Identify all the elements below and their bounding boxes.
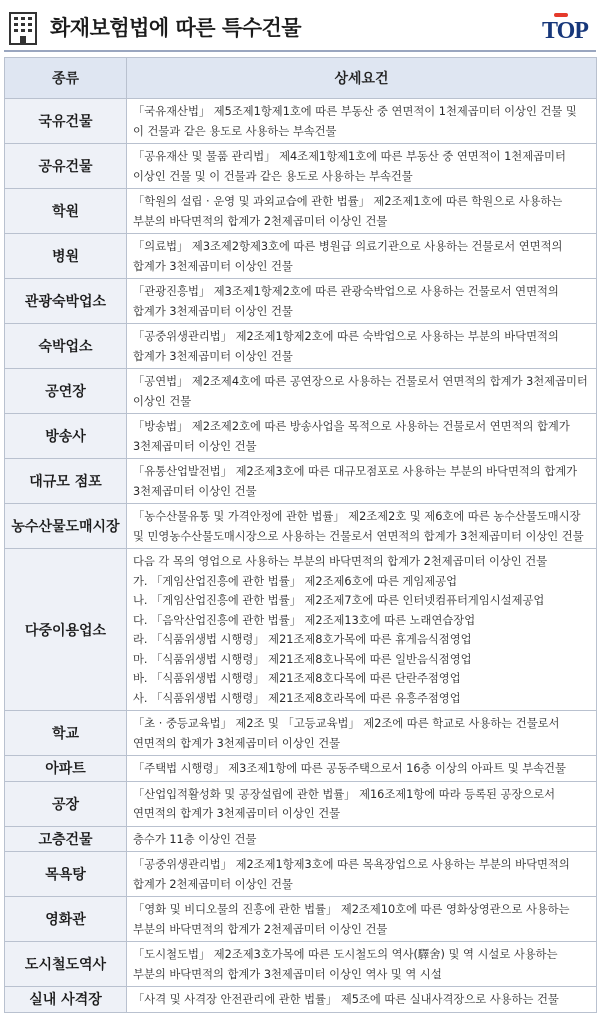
logo-text: TOP [542, 18, 588, 44]
row-category: 공장 [5, 781, 127, 826]
row-detail: 「초 · 중등교육법」 제2조 및 「고등교육법」 제2조에 따른 학교로 사용하는 건물로서 연면적의 합계가 3천제곱미터 이상인 건물 [127, 711, 597, 756]
header-divider [4, 50, 596, 52]
row-category: 학교 [5, 711, 127, 756]
row-category: 도시철도역사 [5, 942, 127, 987]
row-category: 공유건물 [5, 144, 127, 189]
table-row [5, 234, 597, 279]
table-row [5, 852, 597, 897]
table-row [5, 324, 597, 369]
row-detail: 「의료법」 제3조제2항제3호에 따른 병원급 의료기관으로 사용하는 건물로서 연면적의 합계가 3천제곱미터 이상인 건물 [127, 234, 597, 279]
building-icon [8, 10, 38, 46]
row-detail: 다음 각 목의 영업으로 사용하는 부분의 바닥면적의 합계가 2천제곱미터 이상인 건물 [133, 555, 548, 568]
list-item: 다. 「음악산업진흥에 관한 법률」 제2조제13호에 따른 노래연습장업 [133, 613, 476, 627]
row-category: 다중이용업소 [5, 549, 127, 711]
row-detail: 「방송법」 제2조제2호에 따른 방송사업을 목적으로 사용하는 건물로서 연면적의 합계가 3천제곱미터 이상인 건물 [127, 414, 597, 459]
row-category: 숙박업소 [5, 324, 127, 369]
row-category: 방송사 [5, 414, 127, 459]
row-category: 아파트 [5, 756, 127, 782]
table-row [5, 189, 597, 234]
list-item: 사. 「식품위생법 시행령」 제21조제8호라목에 따른 유흥주점영업 [133, 691, 461, 705]
list-item: 가. 「게임산업진흥에 관한 법률」 제2조제6호에 따른 게임제공업 [133, 574, 458, 588]
row-category: 고층건물 [5, 826, 127, 852]
table-row [5, 781, 597, 826]
list-item: 나. 「게임산업진흥에 관한 법률」 제2조제7호에 따른 인터넷컴퓨터게임시설제공업 [133, 594, 545, 607]
list-item: 라. 「식품위생법 시행령」 제21조제8호가목에 따른 휴게음식점영업 [133, 633, 472, 646]
row-detail: 「관광진흥법」 제3조제1항제2호에 따른 관광숙박업으로 사용하는 건물로서 연면적의 합계가 3천제곱미터 이상인 건물 [127, 279, 597, 324]
row-detail: 층수가 11층 이상인 건물 [127, 826, 597, 852]
row-category: 농수산물도매시장 [5, 504, 127, 549]
row-detail: 「사격 및 사격장 안전관리에 관한 법률」 제5조에 따른 실내사격장으로 사용하는 건물 [127, 987, 597, 1013]
list-item: 바. 「식품위생법 시행령」 제21조제8호다목에 따른 단란주점영업 [133, 672, 461, 685]
row-detail: 「주택법 시행령」 제3조제1항에 따른 공동주택으로서 16층 이상의 아파트 및 부속건물 [127, 756, 597, 782]
row-detail: 「영화 및 비디오물의 진흥에 관한 법률」 제2조제10호에 따른 영화상영관으로 사용하는 부분의 바닥면적의 합계가 2천제곱미터 이상인 건물 [127, 897, 597, 942]
row-category: 국유건물 [5, 99, 127, 144]
row-detail-list [127, 549, 597, 711]
table-row [5, 826, 597, 852]
row-category: 영화관 [5, 897, 127, 942]
page-header [0, 0, 600, 56]
row-detail: 「유통산업발전법」 제2조제3호에 따른 대규모점포로 사용하는 부분의 바닥면적의 합계가 3천제곱미터 이상인 건물 [127, 459, 597, 504]
table-row [5, 756, 597, 782]
row-detail: 「공중위생관리법」 제2조제1항제2호에 따른 숙박업으로 사용하는 부분의 바닥면적의 합계가 3천제곱미터 이상인 건물 [127, 324, 597, 369]
column-header-detail: 상세요건 [127, 58, 597, 99]
special-buildings-table [4, 57, 597, 1013]
table-row [5, 549, 597, 711]
table-row [5, 504, 597, 549]
row-category: 공연장 [5, 369, 127, 414]
row-category: 학원 [5, 189, 127, 234]
table-row [5, 987, 597, 1013]
table-row [5, 942, 597, 987]
table-row [5, 144, 597, 189]
table-row [5, 414, 597, 459]
row-detail: 「도시철도법」 제2조제3호가목에 따른 도시철도의 역사(驛舍) 및 역 시설로 사용하는 부분의 바닥면적의 합계가 3천제곱미터 이상인 역사 및 역 시설 [127, 942, 597, 987]
row-category: 목욕탕 [5, 852, 127, 897]
sub-item-list [133, 572, 590, 709]
row-detail: 「공유재산 및 물품 관리법」 제4조제1항제1호에 따른 부동산 중 연면적이 1천제곱미터 이상인 건물 및 이 건물과 같은 용도로 사용하는 부속건물 [127, 144, 597, 189]
row-category: 관광숙박업소 [5, 279, 127, 324]
logo-accent [554, 13, 568, 17]
table-body [5, 99, 597, 1013]
page-title: 화재보험법에 따른 특수건물 [50, 16, 302, 40]
row-detail: 「공중위생관리법」 제2조제1항제3호에 따른 목욕장업으로 사용하는 부분의 바닥면적의 합계가 2천제곱미터 이상인 건물 [127, 852, 597, 897]
row-category: 실내 사격장 [5, 987, 127, 1013]
row-detail: 「산업입적활성화 및 공장설립에 관한 법률」 제16조제1항에 따라 등록된 공장으로서 연면적의 합계가 3천제곱미터 이상인 건물 [127, 781, 597, 826]
brand-logo [542, 12, 594, 46]
table-row [5, 459, 597, 504]
row-detail: 「학원의 설립 · 운영 및 과외교습에 관한 법률」 제2조제1호에 따른 학원으로 사용하는 부분의 바닥면적의 합계가 2천제곱미터 이상인 건물 [127, 189, 597, 234]
table-row [5, 99, 597, 144]
table-row [5, 279, 597, 324]
table-row [5, 711, 597, 756]
row-detail: 「국유재산법」 제5조제1항제1호에 따른 부동산 중 연면적이 1천제곱미터 이상인 건물 및 이 건물과 같은 용도로 사용하는 부속건물 [127, 99, 597, 144]
row-detail: 「농수산물유통 및 가격안정에 관한 법률」 제2조제2호 및 제6호에 따른 농수산물도매시장 및 민영농수산물도매시장으로 사용하는 건물로서 연면적의 합계가 3천제곱미터 이상인 건물 [127, 504, 597, 549]
column-header-type: 종류 [5, 58, 127, 99]
row-category: 대규모 점포 [5, 459, 127, 504]
table-header-row [5, 58, 597, 99]
row-category: 병원 [5, 234, 127, 279]
table-row [5, 897, 597, 942]
list-item: 마. 「식품위생법 시행령」 제21조제8호나목에 따른 일반음식점영업 [133, 652, 472, 666]
table-row [5, 369, 597, 414]
row-detail: 「공연법」 제2조제4호에 따른 공연장으로 사용하는 건물로서 연면적의 합계가 3천제곱미터 이상인 건물 [127, 369, 597, 414]
